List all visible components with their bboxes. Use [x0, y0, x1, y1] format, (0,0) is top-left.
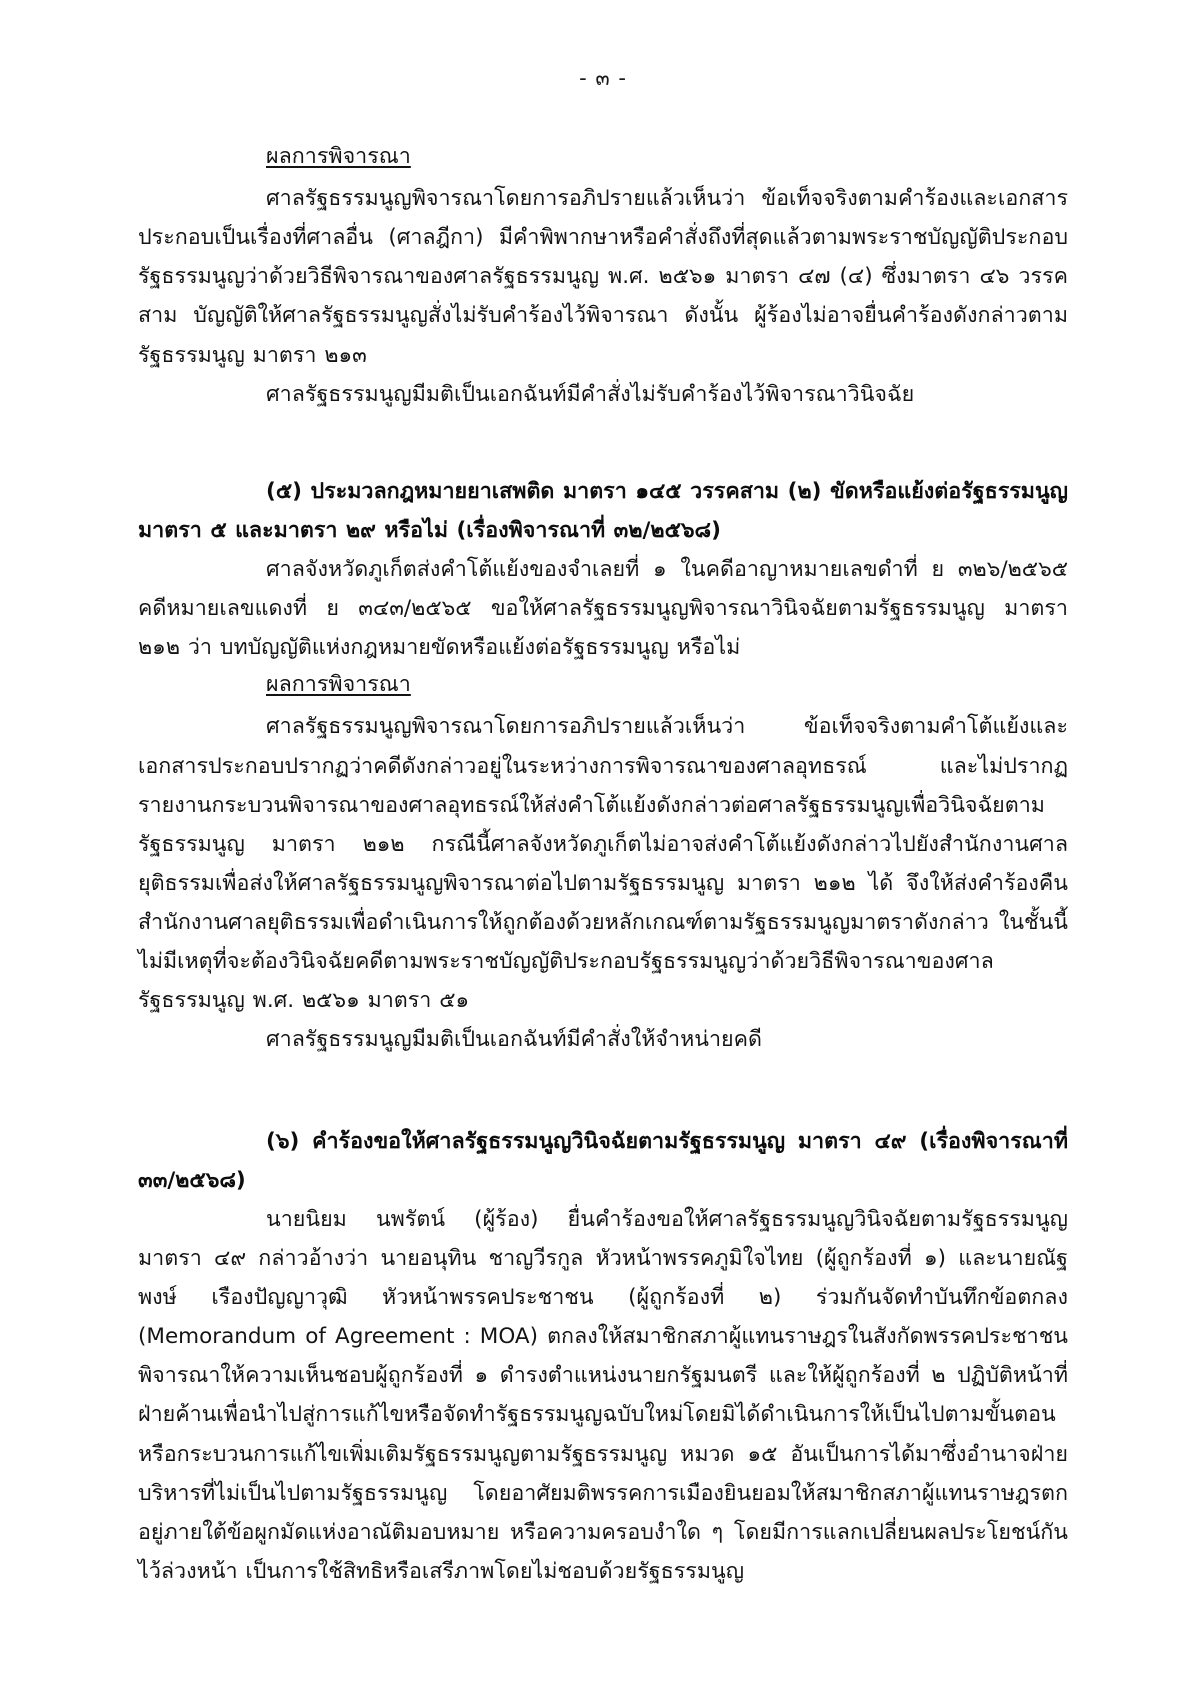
spacer [138, 414, 1068, 472]
result-heading-2: ผลการพิจารณา [266, 672, 411, 698]
result-paragraph-1: ศาลรัฐธรรมนูญพิจารณาโดยการอภิปรายแล้วเห็นว่า ข้อเท็จจริงตามคำร้องและเอกสารประกอบเป็นเรื่องที่ศาลอื่น (ศาลฎีกา) มีคำพิพากษาหรือคำสั่งถึงที่สุดแล้วตามพระราชบัญญัติประกอบรัฐธรรมนูญว่าด้วยวิธีพิจารณาของศาลรัฐธรรมนูญ พ.ศ. ๒๕๖๑ มาตรา ๔๗ (๔) ซึ่งมาตรา ๔๖ วรรคสาม บัญญัติให้ศาลรัฐธรรมนูญสั่งไม่รับคำร้องไว้พิจารณา ดังนั้น ผู้ร้องไม่อาจยื่นคำร้องดังกล่าวตามรัฐธรรมนูญ มาตรา ๒๑๓ [138, 186, 1068, 368]
section-5-ruling: ศาลรัฐธรรมนูญมีมติเป็นเอกฉันท์มีคำสั่งให้จำหน่ายคดี [266, 1027, 762, 1053]
section-5-heading: (๕) ประมวลกฎหมายยาเสพติด มาตรา ๑๔๕ วรรคสาม (๒) ขัดหรือแย้งต่อรัฐธรรมนูญ มาตรา ๕ และมาตรา ๒๙ หรือไม่ (เรื่องพิจารณาที่ ๓๒/๒๕๖๘) [138, 478, 1068, 543]
result-ruling-1: ศาลรัฐธรรมนูญมีมติเป็นเอกฉันท์มีคำสั่งไม่รับคำร้องไว้พิจารณาวินิจฉัย [266, 381, 915, 407]
section-6-heading: (๖) คำร้องขอให้ศาลรัฐธรรมนูญวินิจฉัยตามรัฐธรรมนูญ มาตรา ๔๙ (เรื่องพิจารณาที่ ๓๓/๒๕๖๘) [138, 1128, 1068, 1193]
page-number: - ๓ - [579, 66, 627, 90]
document-content [138, 62, 1068, 1591]
spacer [138, 1060, 1068, 1122]
section-5-intro: ศาลจังหวัดภูเก็ตส่งคำโต้แย้งของจำเลยที่ ๑ ในคดีอาญาหมายเลขดำที่ ย ๓๒๖/๒๕๖๕ คดีหมายเลขแดงที่ ย ๓๔๓/๒๕๖๕ ขอให้ศาลรัฐธรรมนูญพิจารณาวินิจฉัยตามรัฐธรรมนูญ มาตรา ๒๑๒ ว่า บทบัญญัติแห่งกฎหมายขัดหรือแย้งต่อรัฐธรรมนูญ หรือไม่ [138, 557, 1068, 661]
result-heading-1: ผลการพิจารณา [266, 144, 411, 169]
section-6-paragraph: นายนิยม นพรัตน์ (ผู้ร้อง) ยื่นคำร้องขอให้ศาลรัฐธรรมนูญวินิจฉัยตามรัฐธรรมนูญ มาตรา ๔๙ กล่าวอ้างว่า นายอนุทิน ชาญวีรกูล หัวหน้าพรรคภูมิใจไทย (ผู้ถูกร้องที่ ๑) และนายณัฐพงษ์ เรืองปัญญาวุฒิ หัวหน้าพรรคประชาชน (ผู้ถูกร้องที่ ๒) ร่วมกันจัดทำบันทึกข้อตกลง (Memorandum of Agreement : MOA) ตกลงให้สมาชิกสภาผู้แทนราษฎรในสังกัดพรรคประชาชนพิจารณาให้ความเห็นชอบผู้ถูกร้องที่ ๑ ดำรงตำแหน่งนายกรัฐมนตรี และให้ผู้ถูกร้องที่ ๒ ปฏิบัติหน้าที่ฝ่ายค้านเพื่อนำไปสู่การแก้ไขหรือจัดทำรัฐธรรมนูญฉบับใหม่โดยมิได้ดำเนินการให้เป็นไปตามขั้นตอนหรือกระบวนการแก้ไขเพิ่มเติมรัฐธรรมนูญตามรัฐธรรมนูญ หมวด ๑๕ อันเป็นการได้มาซึ่งอำนาจฝ่ายบริหารที่ไม่เป็นไปตามรัฐธรรมนูญ โดยอาศัยมติพรรคการเมืองยินยอมให้สมาชิกสภาผู้แทนราษฎรตกอยู่ภายใต้ข้อผูกมัดแห่งอาณัติมอบหมาย หรือความครอบงำใด ๆ โดยมีการแลกเปลี่ยนผลประโยชน์กันไว้ล่วงหน้า เป็นการใช้สิทธิหรือเสรีภาพโดยไม่ชอบด้วยรัฐธรรมนูญ [138, 1206, 1068, 1584]
section-5-result: ศาลรัฐธรรมนูญพิจารณาโดยการอภิปรายแล้วเห็นว่า ข้อเท็จจริงตามคำโต้แย้งและเอกสารประกอบปรากฏว่าคดีดังกล่าวอยู่ในระหว่างการพิจารณาของศาลอุทธรณ์ และไม่ปรากฏรายงานกระบวนพิจารณาของศาลอุทธรณ์ให้ส่งคำโต้แย้งดังกล่าวต่อศาลรัฐธรรมนูญเพื่อวินิจฉัยตามรัฐธรรมนูญ มาตรา ๒๑๒ กรณีนี้ศาลจังหวัดภูเก็ตไม่อาจส่งคำโต้แย้งดังกล่าวไปยังสำนักงานศาลยุติธรรมเพื่อส่งให้ศาลรัฐธรรมนูญพิจารณาต่อไปตามรัฐธรรมนูญ มาตรา ๒๑๒ ได้ จึงให้ส่งคำร้องคืนสำนักงานศาลยุติธรรมเพื่อดำเนินการให้ถูกต้องด้วยหลักเกณฑ์ตามรัฐธรรมนูญมาตราดังกล่าว ในชั้นนี้ไม่มีเหตุที่จะต้องวินิจฉัยคดีตามพระราชบัญญัติประกอบรัฐธรรมนูญว่าด้วยวิธีพิจารณาของศาลรัฐธรรมนูญ พ.ศ. ๒๕๖๑ มาตรา ๕๑ [138, 714, 1068, 1014]
